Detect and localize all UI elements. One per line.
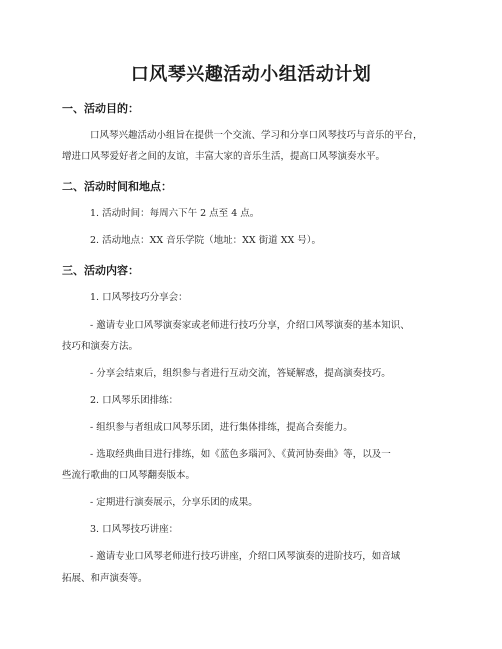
list-item: 1. 口风琴技巧分享会：: [90, 292, 188, 303]
document-title: 口风琴兴趣活动小组活动计划: [130, 64, 372, 85]
list-item: - 邀请专业口风琴演奏家或老师进行技巧分享，介绍口风琴演奏的基本知识、: [90, 320, 410, 331]
section-heading-time-place: 二、活动时间和地点：: [62, 180, 172, 193]
list-item: 2. 口风琴乐团排练：: [90, 395, 179, 406]
list-item: 拓展、和声演奏等。: [62, 573, 148, 584]
section-heading-content: 三、活动内容：: [62, 264, 139, 277]
list-item: 些流行歌曲的口风琴翻奏版本。: [62, 470, 196, 481]
paragraph-line: 增进口风琴爱好者之间的友谊，丰富大家的音乐生活，提高口风琴演奏水平。: [62, 151, 386, 162]
list-item: - 组织参与者组成口风琴乐团，进行集体排练，提高合奏能力。: [90, 422, 353, 433]
list-item: 1. 活动时间：每周六下午 2 点至 4 点。: [90, 208, 260, 219]
paragraph-line: 口风琴兴趣活动小组旨在提供一个交流、学习和分享口风琴技巧与音乐的平台，: [90, 130, 423, 141]
list-item: 技巧和演奏方法。: [62, 341, 139, 352]
list-item: - 定期进行演奏展示，分享乐团的成果。: [90, 497, 258, 508]
section-heading-purpose: 一、活动目的：: [62, 102, 139, 115]
list-item: 3. 口风琴技巧讲座：: [90, 524, 179, 535]
list-item: 2. 活动地点：XX 音乐学院（地址：XX 街道 XX 号）。: [90, 235, 321, 246]
list-item: - 分享会结束后，组织参与者进行互动交流，答疑解惑，提高演奏技巧。: [90, 368, 391, 379]
list-item: - 选取经典曲目进行排练，如《蓝色多瑙河》、《黄河协奏曲》等，以及一: [90, 449, 391, 460]
list-item: - 邀请专业口风琴老师进行技巧讲座，介绍口风琴演奏的进阶技巧，如音域: [90, 551, 401, 562]
